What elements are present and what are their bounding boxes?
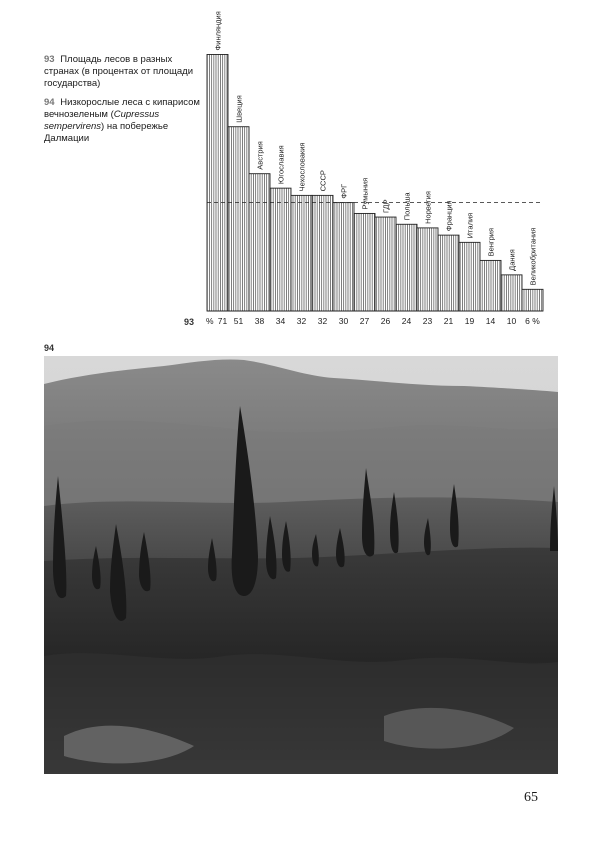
bar-3	[249, 174, 270, 311]
category-label-15: Дания	[507, 249, 517, 271]
category-label-7: ФРГ	[339, 183, 349, 199]
bar-6	[312, 195, 333, 311]
forest-area-chart	[0, 0, 600, 340]
value-label-8: 27	[359, 316, 370, 326]
figure-number-94: 94	[44, 343, 55, 353]
caption-94-text-pre: Низкорослые леса с кипарисом вечнозеленым (	[44, 97, 200, 120]
category-label-12: Франция	[444, 200, 454, 232]
category-label-3: Австрия	[255, 141, 265, 170]
value-label-15: 10	[506, 316, 517, 326]
value-label-5: 32	[296, 316, 307, 326]
category-label-8: Румыния	[360, 177, 370, 210]
cypress-landscape-photo	[44, 356, 558, 774]
category-label-13: Италия	[465, 212, 475, 239]
bar-4	[270, 188, 291, 311]
value-label-11: 23	[422, 316, 433, 326]
axis-unit-label: %	[206, 316, 214, 326]
value-label-1: 71	[217, 316, 228, 326]
bar-10	[396, 224, 417, 311]
page-number: 65	[524, 790, 538, 805]
category-label-2: Швеция	[234, 95, 244, 123]
category-label-14: Венгрия	[486, 227, 496, 257]
category-label-1: Финляндия	[213, 11, 223, 51]
bar-13	[459, 242, 480, 311]
bar-15	[501, 275, 522, 311]
value-label-3: 38	[254, 316, 265, 326]
value-label-13: 19	[464, 316, 475, 326]
bar-11	[417, 228, 438, 311]
category-label-16: Великобритания	[528, 227, 538, 286]
value-label-14: 14	[485, 316, 496, 326]
value-label-2: 51	[233, 316, 244, 326]
bar-14	[480, 260, 501, 311]
value-label-9: 26	[380, 316, 391, 326]
category-label-5: Чехословакия	[297, 142, 307, 192]
bar-1	[207, 54, 228, 311]
caption-94-latin: Cupressus sempervirens	[44, 109, 160, 132]
category-label-11: Норвегия	[423, 191, 433, 224]
category-label-6: СССР	[318, 170, 328, 192]
bar-8	[354, 213, 375, 311]
category-label-9: ГДР	[381, 199, 391, 214]
caption-94-number: 94	[44, 97, 55, 108]
caption-94-text-post: ) на побережье Далмации	[44, 121, 169, 144]
category-label-4: Югославия	[276, 145, 286, 185]
bar-5	[291, 195, 312, 311]
bar-9	[375, 217, 396, 311]
value-label-6: 32	[317, 316, 328, 326]
value-label-4: 34	[275, 316, 286, 326]
value-label-10: 24	[401, 316, 412, 326]
value-label-12: 21	[443, 316, 454, 326]
value-label-7: 30	[338, 316, 349, 326]
figure-number-93: 93	[184, 317, 195, 327]
bar-7	[333, 203, 354, 311]
bar-16	[522, 289, 543, 311]
caption-93-text: Площадь лесов в разных странах (в процентах от площади государства)	[44, 54, 194, 89]
bar-2	[228, 127, 249, 311]
category-label-10: Польша	[402, 192, 412, 221]
value-label-16: 6 %	[525, 316, 540, 326]
bar-12	[438, 235, 459, 311]
caption-93-number: 93	[44, 54, 55, 65]
